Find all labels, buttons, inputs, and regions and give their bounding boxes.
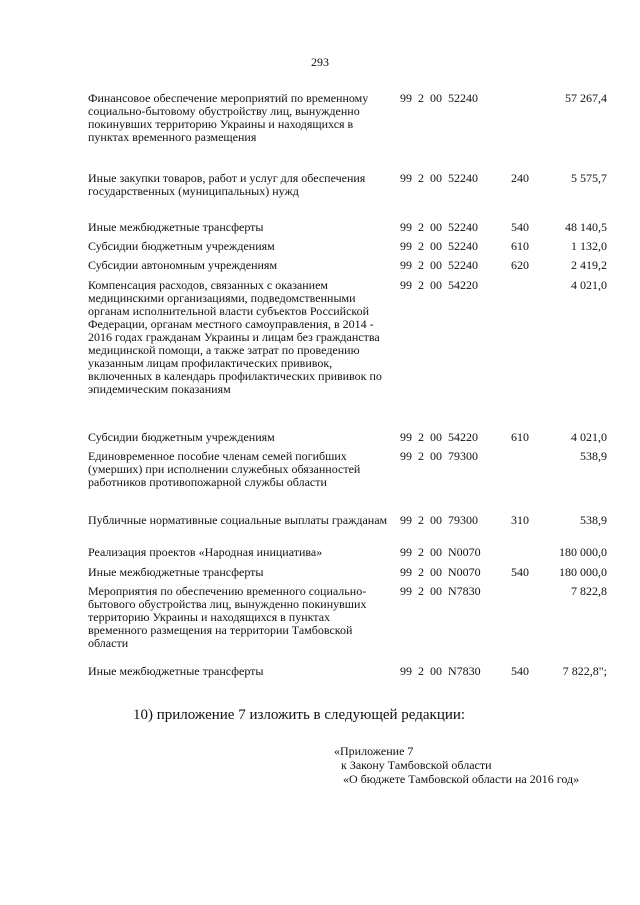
row-code: 99 2 00 N7830 xyxy=(400,584,481,598)
page-number: 293 xyxy=(311,55,329,69)
row-vr: 310 xyxy=(511,513,529,527)
appendix-budget-title: «О бюджете Тамбовской области на 2016 год» xyxy=(343,772,580,786)
row-code: 99 2 00 N0070 xyxy=(400,545,481,559)
row-vr: 540 xyxy=(511,220,529,234)
row-vr: 240 xyxy=(511,171,529,185)
row-code: 99 2 00 52240 xyxy=(400,220,478,234)
row-code: 99 2 00 52240 xyxy=(400,171,478,185)
row-name: Иные закупки товаров, работ и услуг для обеспечения государственных (муниципальных) нужд xyxy=(88,171,366,198)
row-name: Финансовое обеспечение мероприятий по временному социально-бытовому обустройству лиц, вынужденно покинувших территорию Украины и находящихся в пунктах временного размещения xyxy=(88,91,369,144)
row-amount: 1 132,0 xyxy=(571,239,607,253)
row-code: 99 2 00 52240 xyxy=(400,239,478,253)
row-amount: 7 822,8 xyxy=(571,584,607,598)
row-code: 99 2 00 54220 xyxy=(400,430,478,444)
appendix-law-reference: к Закону Тамбовской области xyxy=(341,758,492,772)
row-code: 99 2 00 52240 xyxy=(400,258,478,272)
row-amount: 5 575,7 xyxy=(571,171,607,185)
row-vr: 610 xyxy=(511,430,529,444)
row-code: 99 2 00 79300 xyxy=(400,449,478,463)
row-amount: 2 419,2 xyxy=(571,258,607,272)
row-name: Иные межбюджетные трансферты xyxy=(88,220,264,234)
row-amount: 180 000,0 xyxy=(559,565,607,579)
row-name: Иные межбюджетные трансферты xyxy=(88,664,264,678)
row-code: 99 2 00 N7830 xyxy=(400,664,481,678)
row-code: 99 2 00 79300 xyxy=(400,513,478,527)
row-amount: 4 021,0 xyxy=(571,278,607,292)
row-amount: 48 140,5 xyxy=(565,220,607,234)
appendix-title: «Приложение 7 xyxy=(334,744,414,758)
amendment-instruction: 10) приложение 7 изложить в следующей редакции: xyxy=(133,707,466,723)
row-code: 99 2 00 N0070 xyxy=(400,565,481,579)
row-amount: 4 021,0 xyxy=(571,430,607,444)
row-amount: 538,9 xyxy=(580,513,607,527)
row-amount: 57 267,4 xyxy=(565,91,607,105)
row-code: 99 2 00 52240 xyxy=(400,91,478,105)
row-name: Мероприятия по обеспечению временного социально-бытового обустройства лиц, вынужденно покинувших территорию Украины и находящихся в пунктах временного размещения на территории Тамбовской области xyxy=(88,584,367,650)
row-vr: 540 xyxy=(511,664,529,678)
row-amount: 180 000,0 xyxy=(559,545,607,559)
row-amount: 7 822,8"; xyxy=(562,664,607,678)
row-name: Субсидии автономным учреждениям xyxy=(88,258,278,272)
row-name: Компенсация расходов, связанных с оказанием медицинскими организациями, подведомственными органам исполнительной власти субъектов Российской Федерации, органам местного самоуправления, в 2014 - 2016 годах гражданам Украины и лицам без гражданства медицинской помощи, а также затрат по проведению указанным лицам профилактических прививок, включенных в календарь профилактических прививок по эпидемическим показаниям xyxy=(88,278,382,396)
row-name: Публичные нормативные социальные выплаты гражданам xyxy=(88,513,388,527)
row-amount: 538,9 xyxy=(580,449,607,463)
row-code: 99 2 00 54220 xyxy=(400,278,478,292)
row-name: Субсидии бюджетным учреждениям xyxy=(88,239,275,253)
row-name: Иные межбюджетные трансферты xyxy=(88,565,264,579)
row-vr: 610 xyxy=(511,239,529,253)
row-name: Реализация проектов «Народная инициатива» xyxy=(88,545,323,559)
row-vr: 620 xyxy=(511,258,529,272)
row-name: Субсидии бюджетным учреждениям xyxy=(88,430,275,444)
row-vr: 540 xyxy=(511,565,529,579)
row-name: Единовременное пособие членам семей погибших (умерших) при исполнении служебных обязанностей работников противопожарной службы области xyxy=(88,449,361,489)
